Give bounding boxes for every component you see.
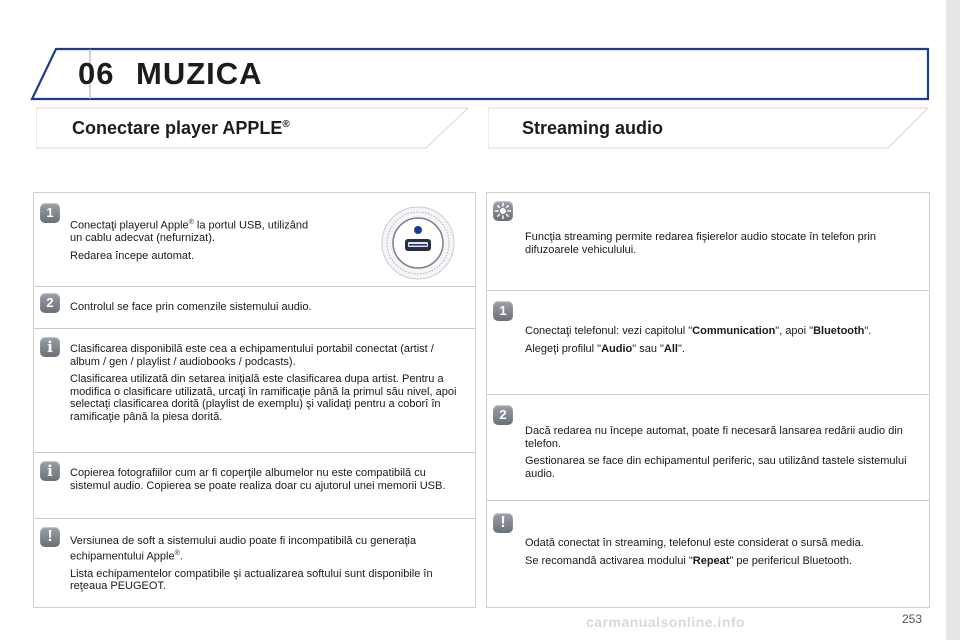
list-item	[487, 395, 929, 501]
watermark: carmanualsonline.info	[586, 614, 746, 630]
paragraph: Clasificarea utilizată din setarea iniţială este clasificarea dupa artist. Pentru a modifica o clasificare utilizată, urcaţi în ramificaţie până la primul său nivel, apoi selectaţi clasificarea dorită (playlist de exemplu) şi validaţi pentru a coborî în ramificaţie până la piesa dorită.	[70, 373, 457, 423]
warning-badge: !	[40, 527, 60, 547]
sun-icon	[493, 201, 513, 221]
paragraph: Funcţia streaming permite redarea fişierelor audio stocate în telefon prin difuzoarele vehiculului.	[525, 231, 876, 256]
list-item	[34, 193, 475, 287]
paragraph: Alegeţi profilul "Audio" sau "All".	[525, 342, 685, 355]
list-item	[34, 287, 475, 329]
paragraph: Clasificarea disponibilă este cea a echipamentului portabil conectat (artist / album / gen / playlist / audiobooks / podcasts).	[70, 343, 434, 368]
tip-text	[525, 231, 917, 261]
usb-port-icon	[380, 205, 456, 281]
warning-text	[70, 535, 462, 598]
step-text	[70, 301, 460, 319]
warning-badge: !	[493, 513, 513, 533]
paragraph: Gestionarea se face din echipamentul periferic, sau utilizând tastele sistemului audio.	[525, 455, 907, 480]
list-item	[487, 291, 929, 395]
section-heading-left	[36, 106, 476, 150]
step-badge: 2	[493, 405, 513, 425]
section-title-right: Streaming audio	[522, 118, 664, 138]
page-edge-strip	[946, 0, 960, 640]
paragraph: Conectaţi playerul Apple® la portul USB, utilizând un cablu adecvat (nefurnizat).	[70, 219, 309, 245]
paragraph: Odată conectat în streaming, telefonul este considerat o sursă media.	[525, 537, 864, 549]
step-text	[525, 425, 917, 485]
right-content-panel	[486, 192, 930, 608]
tip-badge	[493, 201, 513, 221]
info-text	[70, 467, 462, 497]
paragraph: Controlul se face prin comenzile sistemului audio.	[70, 301, 312, 313]
info-badge: i	[40, 337, 60, 357]
left-content-panel	[33, 192, 476, 608]
chapter-title: MUZICA	[136, 56, 263, 91]
list-item	[34, 453, 475, 519]
step-badge: 1	[40, 203, 60, 223]
paragraph: Dacă redarea nu începe automat, poate fi necesară lansarea redării audio din telefon.	[525, 425, 903, 450]
section-title-left	[72, 118, 290, 139]
info-text	[70, 343, 462, 428]
registered-mark: ®	[282, 119, 290, 130]
step-text	[525, 325, 917, 360]
paragraph: Lista echipamentelor compatibile şi actualizarea softului sunt disponibile în reţeaua PEUGEOT.	[70, 567, 433, 593]
list-item	[487, 193, 929, 291]
list-item	[34, 519, 475, 607]
paragraph: Conectaţi telefonul: vezi capitolul "Communication", apoi "Bluetooth".	[525, 325, 872, 337]
step-badge: 2	[40, 293, 60, 313]
step-text	[70, 217, 318, 267]
info-badge: i	[40, 461, 60, 481]
section-title-text: Conectare player APPLE	[72, 118, 283, 138]
paragraph: Redarea începe automat.	[70, 249, 195, 262]
list-item	[34, 329, 475, 453]
page-number: 253	[902, 612, 923, 626]
paragraph: Copierea fotografiilor cum ar fi coperţile albumelor nu este compatibilă cu sistemul audio. Copierea se poate realiza doar cu ajutorul unei memorii USB.	[70, 467, 446, 492]
paragraph: Versiunea de soft a sistemului audio poate fi incompatibilă cu generaţia echipamentului Apple®.	[70, 535, 417, 563]
step-badge: 1	[493, 301, 513, 321]
list-item	[487, 501, 929, 607]
section-heading-right	[488, 106, 930, 150]
paragraph: Se recomandă activarea modului "Repeat" pe perifericul Bluetooth.	[525, 554, 852, 567]
chapter-number: 06	[78, 56, 115, 91]
warning-text	[525, 537, 917, 572]
